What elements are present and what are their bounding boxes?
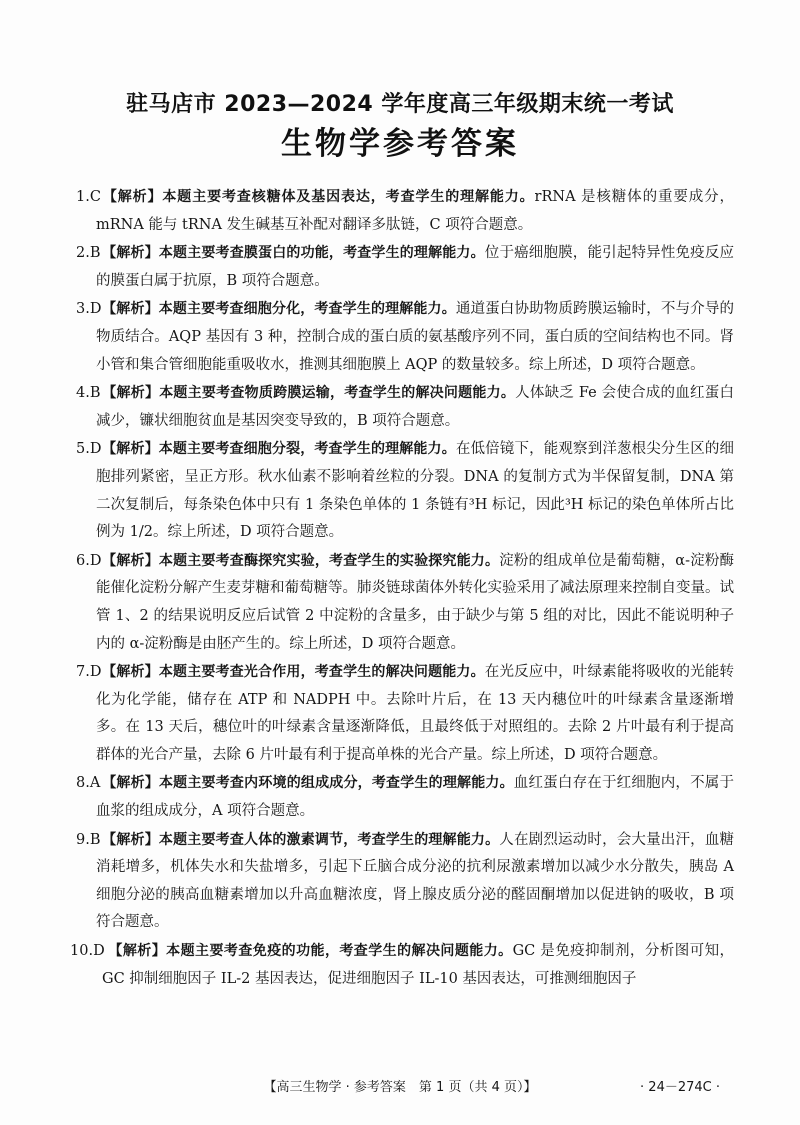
item-number: 8.A — [76, 775, 101, 792]
answer-item-4 — [76, 380, 734, 435]
item-body: GC 是免疫抑制剂，分析图可知，GC 抑制细胞因子 IL-2 基因表达，促进细胞因子 IL-10 基因表达，可推测细胞因子 — [102, 943, 734, 987]
analysis-tag: 【解析】 — [102, 664, 159, 681]
item-lead: 本题主要考查免疫的功能，考查学生的解决问题能力。 — [166, 943, 513, 960]
analysis-tag: 【解析】 — [102, 552, 159, 569]
analysis-tag: 【解析】 — [102, 441, 159, 458]
item-number: 6.D — [76, 552, 102, 569]
item-body: 通道蛋白协助物质跨膜运输时，不与介导的物质结合。AQP 基因有 3 种，控制合成的蛋白质的氨基酸序列不同，蛋白质的空间结构也不同。肾小管和集合管细胞能重吸收水，推测其细胞膜上 AQP 的数量较多。综上所述，D 项符合题意。 — [96, 301, 735, 373]
answer-item-2 — [76, 240, 734, 295]
item-body: 人在剧烈运动时，会大量出汗，血糖消耗增多，机体失水和失盐增多，引起下丘脑合成分泌的抗利尿激素增加以减少水分散失，胰岛 A 细胞分泌的胰高血糖素增加以升高血糖浓度，肾上腺皮质分泌的醛固酮增加以促进钠的吸收，B 项符合题意。 — [96, 831, 735, 931]
item-lead: 本题主要考查核糖体及基因表达，考查学生的理解能力。 — [162, 189, 535, 205]
item-number: 5.D — [76, 441, 102, 458]
footer-page-info: 【高三生物学 · 参考答案 第 1 页（共 4 页）】 — [263, 1080, 537, 1095]
item-number: 4.B — [76, 385, 101, 402]
item-lead: 本题主要考查细胞分化，考查学生的理解能力。 — [158, 301, 456, 318]
item-lead: 本题主要考查内环境的组成成分，考查学生的理解能力。 — [158, 775, 514, 792]
answer-item-1 — [76, 184, 734, 239]
answer-item-5 — [76, 436, 734, 546]
item-number: 2.B — [76, 245, 101, 262]
answer-list — [70, 184, 735, 994]
item-number: 10.D — [70, 943, 105, 960]
analysis-tag: 【解析】 — [102, 245, 159, 262]
item-body: 血红蛋白存在于红细胞内，不属于血浆的组成成分，A 项符合题意。 — [96, 775, 735, 820]
item-number: 1.C — [76, 189, 101, 205]
item-lead: 本题主要考查酶探究实验，考查学生的实验探究能力。 — [158, 552, 500, 569]
item-number: 9.B — [76, 831, 101, 848]
analysis-tag: 【解析】 — [108, 943, 167, 960]
analysis-tag: 【解析】 — [102, 831, 159, 848]
document-title: 生物学参考答案 — [281, 126, 519, 162]
item-number: 3.D — [76, 301, 102, 318]
item-number: 7.D — [76, 664, 102, 681]
answer-item-6 — [76, 548, 734, 658]
answer-item-8 — [76, 770, 734, 825]
item-body: 在低倍镜下，能观察到洋葱根尖分生区的细胞排列紧密，呈正方形。秋水仙素不影响着丝粒的分裂。DNA 的复制方式为半保留复制，DNA 第二次复制后，每条染色体中只有 1 条染色单体的 1 条链有³H 标记，因此³H 标记的染色单体所占比例为 1/2。综上所述，D 项符合题意。 — [96, 441, 735, 541]
item-body: 淀粉的组成单位是葡萄糖，α-淀粉酶能催化淀粉分解产生麦芽糖和葡萄糖等。肺炎链球菌体外转化实验采用了减法原理来控制自变量。试管 1、2 的结果说明反应后试管 2 中淀粉的含量多，由于缺少与第 5 组的对比，因此不能说明种子内的 α-淀粉酶是由胚产生的。综上所述，D 项符合题意。 — [96, 552, 735, 652]
answer-item-10 — [70, 938, 734, 993]
item-body: rRNA 是核糖体的重要成分，mRNA 能与 tRNA 发生碱基互补配对翻译多肽链，C 项符合题意。 — [96, 189, 734, 233]
item-body: 位于癌细胞膜，能引起特异性免疫反应的膜蛋白属于抗原，B 项符合题意。 — [96, 245, 735, 289]
item-body: 人体缺乏 Fe 会使合成的血红蛋白减少，镰状细胞贫血是基因突变导致的，B 项符合题意。 — [96, 385, 734, 429]
item-lead: 本题主要考查物质跨膜运输，考查学生的解决问题能力。 — [159, 385, 516, 402]
analysis-tag: 【解析】 — [102, 775, 159, 792]
answer-item-7 — [76, 659, 734, 769]
item-lead: 本题主要考查细胞分裂，考查学生的理解能力。 — [158, 441, 456, 458]
item-lead: 本题主要考查光合作用，考查学生的解决问题能力。 — [158, 664, 485, 681]
item-body: 在光反应中，叶绿素能将吸收的光能转化为化学能，储存在 ATP 和 NADPH 中。去除叶片后，在 13 天内穗位叶的叶绿素含量逐渐增多。在 13 天后，穗位叶的叶绿素含量逐渐降低，且最终低于对照组的。去除 2 片叶最有利于提高群体的光合产量，去除 6 片叶最有利于提高单株的光合产量。综上所述，D 项符合题意。 — [96, 664, 735, 763]
answer-item-9 — [76, 827, 734, 937]
footer-doc-code: · 24－274C · — [640, 1080, 720, 1095]
item-lead: 本题主要考查膜蛋白的功能，考查学生的理解能力。 — [158, 245, 485, 262]
analysis-tag: 【解析】 — [102, 385, 160, 402]
analysis-tag: 【解析】 — [102, 189, 163, 205]
exam-title: 驻马店市 2023—2024 学年度高三年级期末统一考试 — [126, 92, 674, 117]
answer-item-3 — [76, 296, 734, 379]
analysis-tag: 【解析】 — [102, 301, 159, 318]
item-lead: 本题主要考查人体的激素调节，考查学生的理解能力。 — [158, 831, 500, 848]
